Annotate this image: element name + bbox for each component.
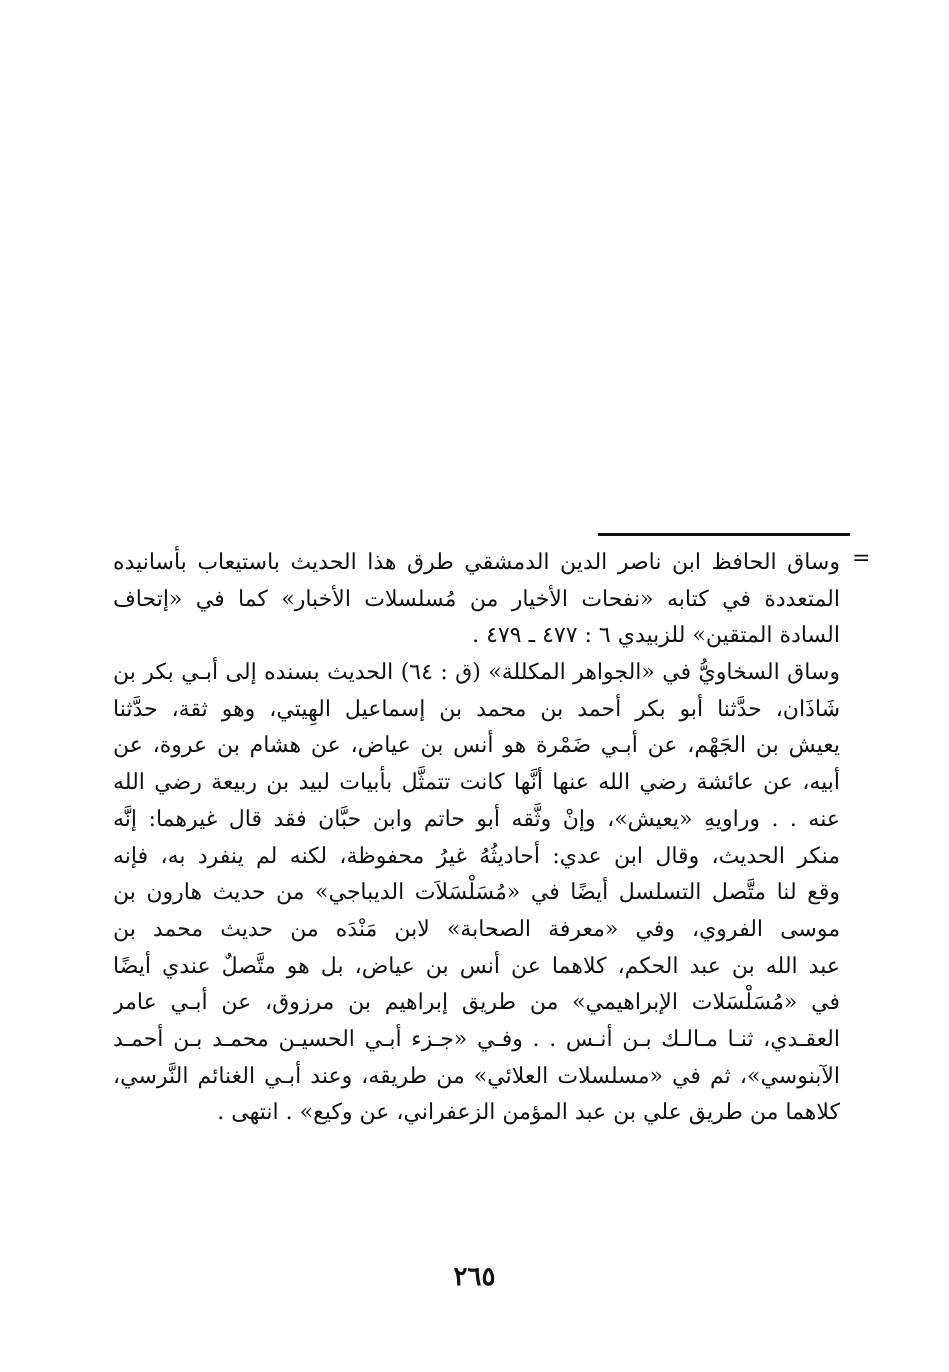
- footnote-line-10: وقع لنا متَّصل التسلسل أيضًا في «مُسَلْسَلاَت الديباجي» من حديث هارون بن: [113, 880, 840, 906]
- page-number: ٢٦٥: [453, 1262, 496, 1292]
- footnote-line-11: موسى الفروي، وفي «معرفة الصحابة» لابن مَنْدَه من حديث محمد بن: [113, 916, 840, 942]
- footnote-line-13: في «مُسَلْسَلات الإبراهيمي» من طريق إبراهيم بن مرزوق، عن أبـي عامر: [113, 990, 840, 1016]
- footnote-line-8: عنه . . وراويهِ «يعيش»، وإنْ وثَّقه أبو حاتم وابن حبَّان فقد قال غيرهما: إنَّه: [113, 806, 840, 832]
- footnote-line-14: العقـدي، ثنـا مـالـك بـن أنـس . . وفـي «جـزء أبـي الحسيـن محمـد بـن أحمـد: [113, 1026, 840, 1052]
- footnote-line-15: الآبنوسي»، ثم في «مسلسلات العلائي» من طريقه، وعند أبـي الغنائم النَّرسي،: [113, 1063, 840, 1089]
- footnote-line-4: وساق السخاويُّ في «الجواهر المكللة» (ق : ٦٤) الحديث بسنده إلى أبـي بكر بن: [113, 660, 840, 686]
- footnote-line-7: أبيه، عن عائشة رضي الله عنها أنَّها كانت تتمثَّل بأبيات لبيد بن ربيعة رضي الله: [113, 770, 840, 796]
- footnote-line-3: السادة المتقين» للزبيدي ٦ : ٤٧٧ ـ ٤٧٩ .: [472, 623, 840, 649]
- footnote-separator-rule: [598, 533, 850, 536]
- footnote-line-1: وساق الحافظ ابن ناصر الدين الدمشقي طرق هذا الحديث باستيعاب بأسانيده: [113, 550, 840, 575]
- footnote-line-5: شَاذَان، حدَّثنا أبو بكر أحمد بن محمد بن إسماعيل الهِيتي، وهو ثقة، حدَّثنا: [113, 696, 840, 722]
- footnote-line-9: منكر الحديث، وقال ابن عدي: أحاديثُهُ غيرُ محفوظة، لكنه لم ينفرد به، فإنه: [113, 843, 840, 869]
- footnote-text: [113, 545, 840, 1132]
- footnote-line-2: المتعددة في كتابه «نفحات الأخيار من مُسلسلات الأخبار» كما في «إتحاف: [113, 586, 840, 612]
- footnote-line-16: كلاهما من طريق علي بن عبد المؤمن الزعفراني، عن وكيع» . انتهى .: [217, 1100, 840, 1126]
- footnote-continuation-mark: =: [852, 546, 871, 571]
- footnote-line-12: عبد الله بن عبد الحكم، كلاهما عن أنس بن عياض، بل هو متَّصلٌ عندي أيضًا: [113, 953, 840, 979]
- footnote-line-6: يعيش بن الجَهْم، عن أبـي ضَمْرة هو أنس بن عياض، عن هشام بن عروة، عن: [113, 733, 840, 759]
